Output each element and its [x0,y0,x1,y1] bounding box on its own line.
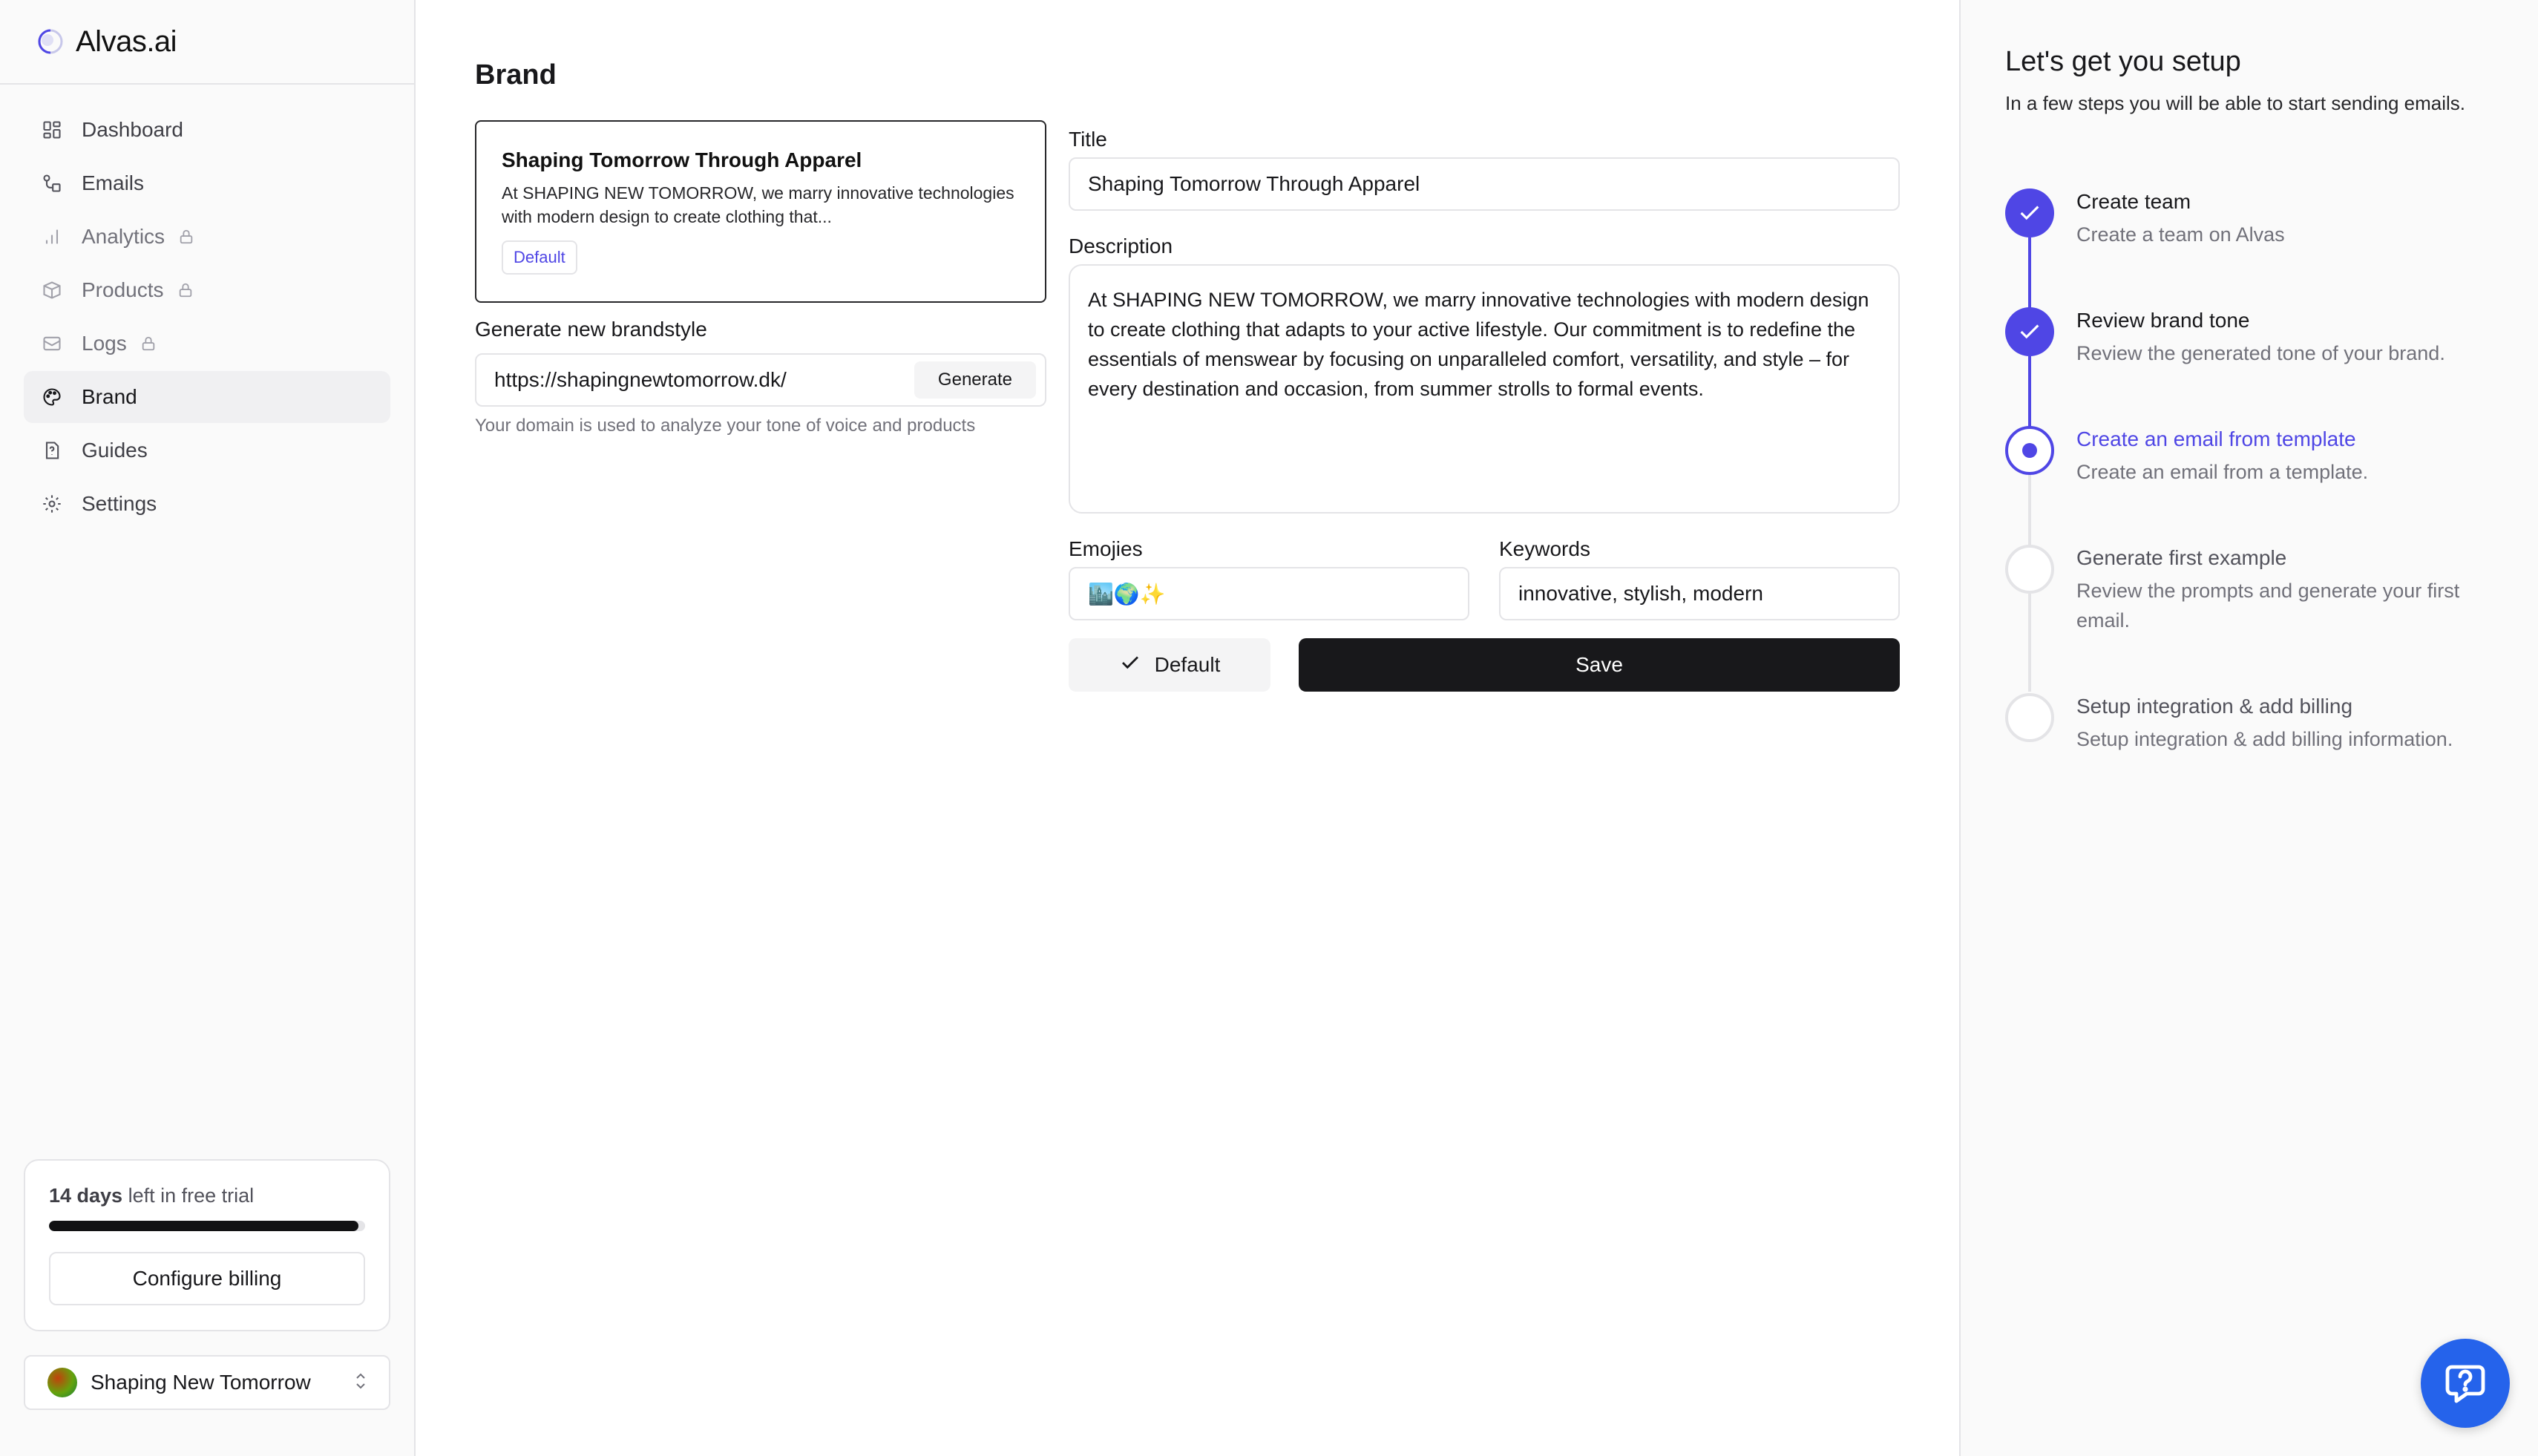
lock-icon [177,282,194,298]
main-content [416,0,1959,1456]
setup-title: Let's get you setup [2005,46,2241,77]
title-label: Title [1069,128,1107,151]
sidebar-item-label: Analytics [82,225,165,248]
description-label: Description [1069,235,1173,258]
check-icon [1119,652,1141,679]
step-description: Create an email from a template. [2076,461,2369,483]
trial-progress-bar [49,1221,365,1231]
sidebar-item-analytics[interactable] [24,211,390,263]
chevron-up-down-icon [353,1371,368,1394]
sidebar-item-dashboard[interactable] [24,104,390,156]
palette-icon [40,385,64,409]
default-button[interactable] [1069,638,1270,692]
alvas-logo-icon [36,27,65,56]
team-name: Shaping New Tomorrow [91,1371,311,1394]
step-title: Review brand tone [2076,309,2250,332]
generate-label: Generate new brandstyle [475,318,707,341]
default-button-label: Default [1154,653,1221,676]
trial-suffix: left in free trial [122,1184,255,1207]
help-chat-button[interactable] [2421,1339,2510,1428]
trial-progress-fill [49,1221,358,1231]
sidebar-item-guides[interactable] [24,424,390,476]
check-icon [2017,319,2042,344]
keywords-label: Keywords [1499,537,1590,560]
sidebar-item-label: Products [82,278,164,301]
lock-icon [178,229,194,245]
step-title: Create team [2076,190,2191,213]
products-icon [40,278,64,302]
trial-card [24,1159,390,1331]
step-text [2076,426,2368,487]
step-status-todo [2005,545,2054,594]
default-badge: Default [502,240,577,275]
trial-text [49,1184,365,1207]
step-text [2076,188,2285,249]
step-title: Create an email from template [2076,427,2356,450]
lock-icon [140,335,157,352]
domain-input-group [475,353,1046,407]
step-status-current [2005,426,2054,475]
sidebar-item-label: Settings [82,492,157,515]
generate-button[interactable]: Generate [914,361,1036,399]
setup-step-integration-billing[interactable] [2005,693,2525,754]
sidebar-item-logs[interactable] [24,318,390,370]
description-textarea[interactable]: At SHAPING NEW TOMORROW, we marry innovative technologies with modern design to create clothing that adapts to your active lifestyle. Our commitment is to redefine the essentials of menswear by focusing on unparalleled comfort, versatility, and style – for every destination and occasion, from summer strolls to formal events. [1069,264,1900,514]
sidebar-item-settings[interactable] [24,478,390,530]
setup-step-create-team[interactable] [2005,188,2525,249]
setup-step-review-brand-tone[interactable] [2005,307,2525,368]
title-input[interactable]: Shaping Tomorrow Through Apparel [1069,157,1900,211]
domain-input[interactable]: https://shapingnewtomorrow.dk/ [494,368,787,391]
setup-step-create-email[interactable] [2005,426,2525,487]
step-text [2076,545,2492,635]
step-status-done [2005,188,2054,237]
step-text [2076,307,2445,368]
trial-days: 14 days [49,1184,123,1207]
brand-style-card[interactable] [475,120,1046,303]
app-name: Alvas.ai [76,24,177,58]
logs-icon [40,332,64,355]
step-title: Generate first example [2076,546,2287,569]
team-switcher[interactable] [24,1355,390,1410]
sidebar-item-brand[interactable] [24,371,390,423]
guides-icon [40,439,64,462]
step-description: Review the prompts and generate your first email. [2076,580,2460,632]
setup-panel [1959,0,2538,1456]
keywords-input[interactable]: innovative, stylish, modern [1499,567,1900,620]
page-title: Brand [475,59,557,91]
configure-billing-button[interactable]: Configure billing [49,1252,365,1305]
logo[interactable] [0,0,414,85]
check-icon [2017,200,2042,226]
sidebar-item-label: Logs [82,332,127,355]
step-description: Setup integration & add billing information. [2076,728,2453,750]
step-status-todo [2005,693,2054,742]
save-button[interactable]: Save [1299,638,1900,692]
brand-card-title: Shaping Tomorrow Through Apparel [502,148,862,171]
step-description: Create a team on Alvas [2076,223,2285,246]
current-dot-icon [2022,443,2037,458]
step-text [2076,693,2453,754]
emails-icon [40,171,64,195]
team-avatar [47,1368,77,1397]
gear-icon [40,492,64,516]
step-title: Setup integration & add billing [2076,695,2353,718]
analytics-icon [40,225,64,249]
sidebar-item-emails[interactable] [24,157,390,209]
sidebar-item-label: Dashboard [82,118,183,141]
sidebar-item-products[interactable] [24,264,390,316]
sidebar-item-label: Brand [82,385,137,408]
step-status-done [2005,307,2054,356]
emojies-label: Emojies [1069,537,1143,560]
sidebar-item-label: Guides [82,439,148,462]
setup-step-generate-example[interactable] [2005,545,2525,635]
setup-subtitle: In a few steps you will be able to start sending emails. [2005,92,2465,114]
help-chat-icon [2442,1360,2489,1407]
brand-card-description: At SHAPING NEW TOMORROW, we marry innovative technologies with modern design to create clothing that... [502,183,1014,226]
domain-helper-text: Your domain is used to analyze your tone of voice and products [475,416,976,436]
dashboard-icon [40,118,64,142]
sidebar-nav [0,85,414,530]
emojies-input[interactable]: 🏙️🌍✨ [1069,567,1469,620]
step-description: Review the generated tone of your brand. [2076,342,2445,364]
sidebar-item-label: Emails [82,171,145,194]
sidebar [0,0,416,1456]
